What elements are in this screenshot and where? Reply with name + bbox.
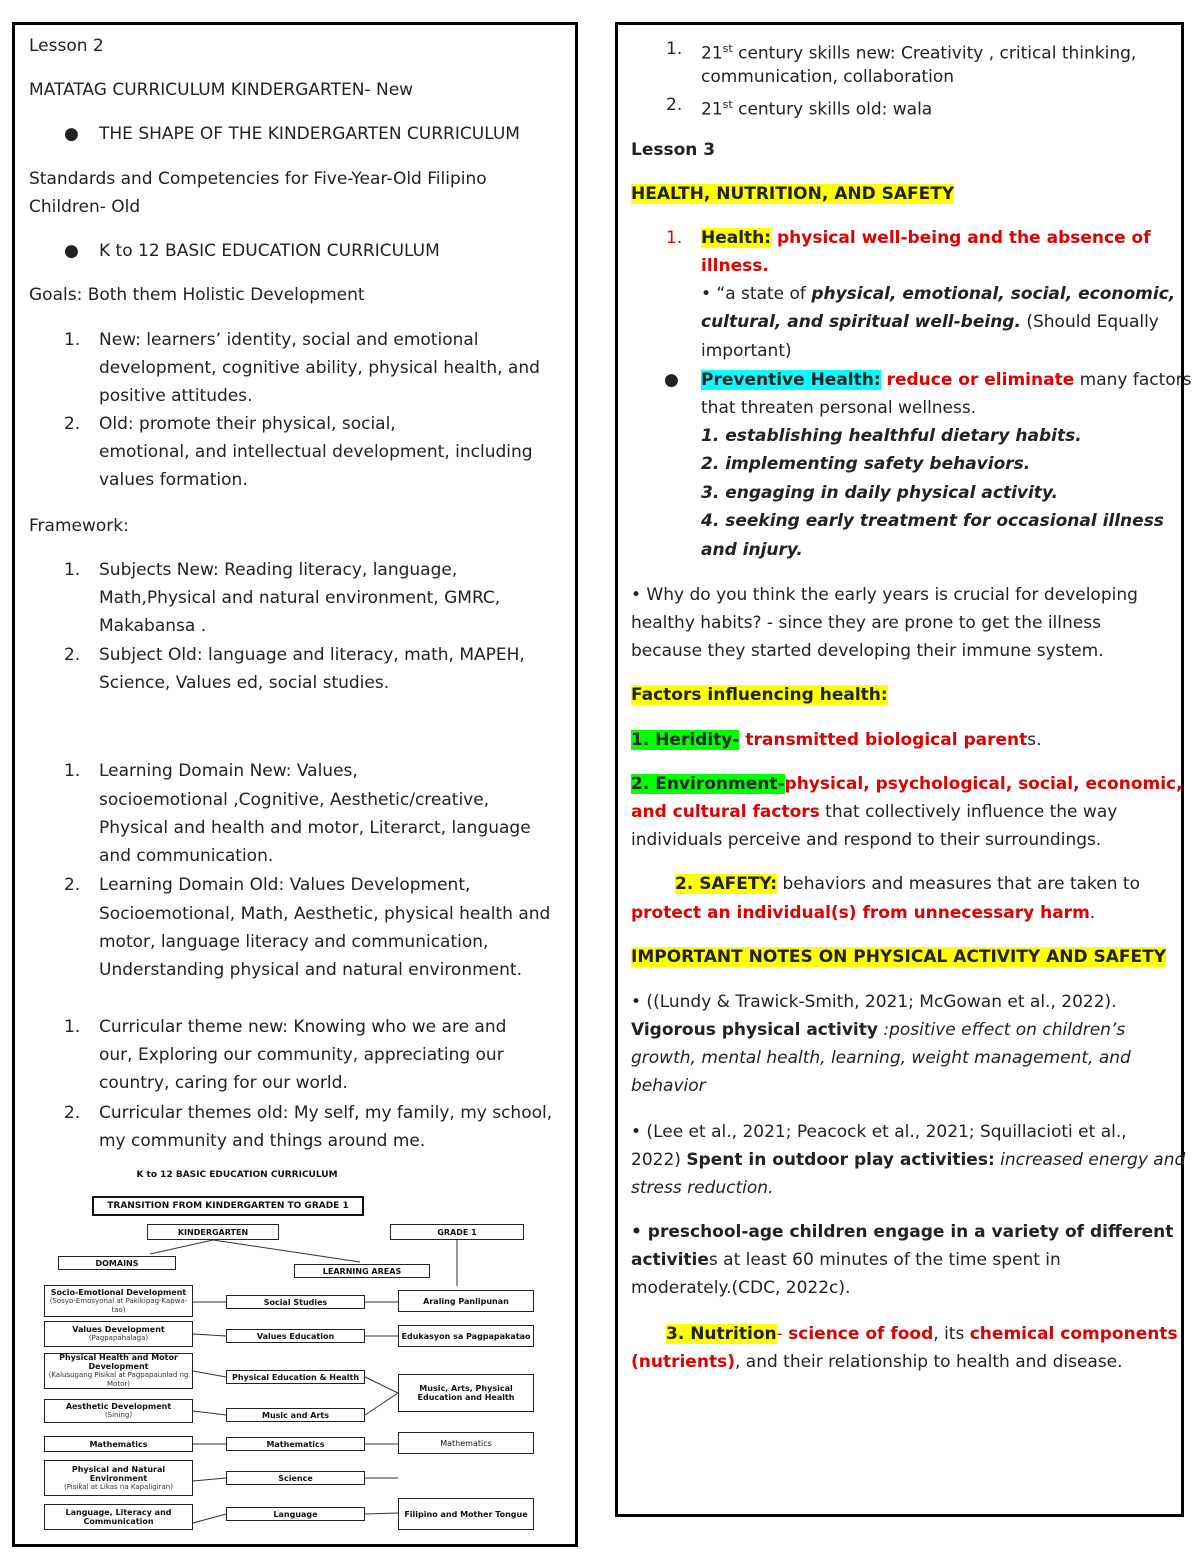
skills-old: 21st century skills old: wala — [701, 98, 933, 120]
domain-old-l3: motor, language literacy and communication, — [99, 932, 489, 952]
environment-l1: 2. Environment-physical, psychological, social, economic, — [631, 774, 1183, 794]
list-number: 1. — [64, 761, 81, 781]
list-number: 2. — [64, 1103, 81, 1123]
habit-4: 4. seeking early treatment for occasional illness — [701, 511, 1164, 531]
area-pe-health: Physical Education & Health — [226, 1370, 365, 1384]
domain-mathematics: Mathematics — [44, 1436, 193, 1452]
bullet-icon: ● — [64, 124, 79, 144]
domain-old-l2: Socioemotional, Math, Aesthetic, physical health and — [99, 904, 551, 924]
curriculum-diagram — [30, 1168, 550, 1540]
goal-new-l2: development, cognitive ability, physical health, and — [99, 358, 540, 378]
k12-bullet: K to 12 BASIC EDUCATION CURRICULUM — [99, 241, 440, 261]
safety-l2: protect an individual(s) from unnecessary harm. — [631, 903, 1096, 923]
habit-1: 1. establishing healthful dietary habits. — [701, 426, 1082, 446]
grade-filipino: Filipino and Mother Tongue — [398, 1498, 534, 1530]
habit-3: 3. engaging in daily physical activity. — [701, 483, 1058, 503]
goal-new-l1: New: learners’ identity, social and emotional — [99, 330, 479, 350]
domain-physical-health: Physical Health and Motor Development (Kalusugang Pisikal at Pagpapaunlad ng Motor) — [44, 1353, 193, 1389]
theme-old-l1: Curricular themes old: My self, my family, my school, — [99, 1103, 553, 1123]
health-definition: Health: physical well-being and the absence of — [701, 228, 1151, 248]
grade-esp: Edukasyon sa Pagpapakatao — [398, 1325, 534, 1347]
grade-mathematics: Mathematics — [398, 1432, 534, 1454]
note2-l1: • (Lee et al., 2021; Peacock et al., 2021; Squillacioti et al., — [631, 1122, 1127, 1142]
domain-new-l1: Learning Domain New: Values, — [99, 761, 358, 781]
health-state-l3: important) — [701, 341, 792, 361]
health-state-l1: • “a state of physical, emotional, social, economic, — [701, 284, 1176, 304]
shape-bullet: THE SHAPE OF THE KINDERGARTEN CURRICULUM — [99, 124, 520, 144]
health-definition-l2: illness. — [701, 256, 769, 276]
hns-heading: HEALTH, NUTRITION, AND SAFETY — [631, 184, 955, 204]
list-number: 1. — [666, 39, 683, 59]
domain-new-l2: socioemotional ,Cognitive, Aesthetic/creative, — [99, 790, 490, 810]
preventive-health-l2: that threaten personal wellness. — [701, 398, 977, 418]
domain-language: Language, Literacy and Communication — [44, 1504, 193, 1530]
area-values-education: Values Education — [226, 1329, 365, 1343]
area-music-arts: Music and Arts — [226, 1408, 365, 1422]
domain-values: Values Development (Pagpapahalaga) — [44, 1321, 193, 1347]
subjects-new-l3: Makabansa . — [99, 616, 207, 636]
list-number: 2. — [64, 414, 81, 434]
list-number: 1. — [666, 228, 683, 248]
why-l1: • Why do you think the early years is crucial for developing — [631, 585, 1138, 605]
framework-heading: Framework: — [29, 516, 129, 536]
skills-new-l2: communication, collaboration — [701, 67, 955, 87]
environment-l2: and cultural factors that collectively influence the way — [631, 802, 1118, 822]
domain-old-l4: Understanding physical and natural environment. — [99, 960, 522, 980]
theme-new-l2: our, Exploring our community, appreciating our — [99, 1045, 504, 1065]
subjects-new-l2: Math,Physical and natural environment, GMRC, — [99, 588, 501, 608]
list-number: 1. — [64, 1017, 81, 1037]
note3-l3: moderately.(CDC, 2022c). — [631, 1278, 851, 1298]
goal-old-l1: Old: promote their physical, social, — [99, 414, 396, 434]
note1-l1: • ((Lundy & Trawick-Smith, 2021; McGowan et al., 2022). — [631, 992, 1117, 1012]
grade1-box: GRADE 1 — [390, 1224, 524, 1240]
note2-l3: stress reduction. — [631, 1178, 774, 1198]
heredity-line: 1. Heridity- transmitted biological parents. — [631, 730, 1042, 750]
theme-old-l2: my community and things around me. — [99, 1131, 426, 1151]
domains-box: DOMAINS — [58, 1256, 176, 1270]
subjects-new-l1: Subjects New: Reading literacy, language, — [99, 560, 458, 580]
list-number: 2. — [64, 875, 81, 895]
domain-socio-emotional: Socio-Emotional Development (Sosyo-Emosyonal at Pakikipag-Kapwa-tao) — [44, 1285, 193, 1317]
note3-l2: activities at least 60 minutes of the time spent in — [631, 1250, 1061, 1270]
standards-line1: Standards and Competencies for Five-Year-Old Filipino — [29, 169, 487, 189]
habit-2: 2. implementing safety behaviors. — [701, 454, 1031, 474]
transition-title: TRANSITION FROM KINDERGARTEN TO GRADE 1 — [92, 1196, 364, 1216]
subjects-old-l1: Subject Old: language and literacy, math, MAPEH, — [99, 645, 525, 665]
grade-mapeh: Music, Arts, Physical Education and Health — [398, 1374, 534, 1412]
skills-new-l1: 21st century skills new: Creativity , critical thinking, — [701, 42, 1137, 64]
note1-l4: behavior — [631, 1076, 706, 1096]
domain-new-l3: Physical and health and motor, Literarct, language — [99, 818, 531, 838]
diagram-heading: K to 12 BASIC EDUCATION CURRICULUM — [122, 1168, 352, 1182]
bullet-icon: ● — [64, 241, 79, 261]
why-l2: healthy habits? - since they are prone to get the illness — [631, 613, 1101, 633]
domain-physical-natural: Physical and Natural Environment (Pisikal at Likas na Kapaligiran) — [44, 1460, 193, 1496]
area-social-studies: Social Studies — [226, 1295, 365, 1309]
domain-new-l4: and communication. — [99, 846, 274, 866]
list-number: 2. — [666, 95, 683, 115]
note1-l3: growth, mental health, learning, weight management, and — [631, 1048, 1131, 1068]
area-science: Science — [226, 1471, 365, 1485]
factors-heading: Factors influencing health: — [631, 685, 888, 705]
nutrition-l1: 3. Nutrition- science of food, its chemical components — [666, 1324, 1178, 1344]
health-state-l2: cultural, and spiritual well-being. (Should Equally — [701, 312, 1159, 332]
kindergarten-box: KINDERGARTEN — [147, 1224, 279, 1240]
goals-line: Goals: Both them Holistic Development — [29, 285, 365, 305]
goal-old-l3: values formation. — [99, 470, 248, 490]
area-mathematics: Mathematics — [226, 1437, 365, 1451]
grade-araling-panlipunan: Araling Panlipunan — [398, 1290, 534, 1312]
theme-new-l3: country, caring for our world. — [99, 1073, 348, 1093]
why-l3: because they started developing their immune system. — [631, 641, 1104, 661]
note3-l1: • preschool-age children engage in a variety of different — [631, 1222, 1174, 1242]
notes-heading: IMPORTANT NOTES ON PHYSICAL ACTIVITY AND SAFETY — [631, 947, 1167, 967]
area-language: Language — [226, 1507, 365, 1521]
learning-areas-box: LEARNING AREAS — [294, 1264, 430, 1278]
safety-l1: 2. SAFETY: behaviors and measures that are taken to — [675, 874, 1140, 894]
lesson-2-heading: Lesson 2 — [29, 36, 104, 56]
preventive-health: Preventive Health: reduce or eliminate many factors — [701, 370, 1192, 390]
habit-4-l2: and injury. — [701, 540, 803, 560]
goal-new-l3: positive attitudes. — [99, 386, 253, 406]
note1-l2: Vigorous physical activity :positive effect on children’s — [631, 1020, 1126, 1040]
note2-l2: 2022) Spent in outdoor play activities: increased energy and — [631, 1150, 1186, 1170]
domain-aesthetic: Aesthetic Development (Sining) — [44, 1399, 193, 1423]
goal-old-l2: emotional, and intellectual development, including — [99, 442, 533, 462]
nutrition-l2: (nutrients), and their relationship to health and disease. — [631, 1352, 1123, 1372]
standards-line2: Children- Old — [29, 197, 141, 217]
subjects-old-l2: Science, Values ed, social studies. — [99, 673, 390, 693]
list-number: 1. — [64, 560, 81, 580]
matatag-title: MATATAG CURRICULUM KINDERGARTEN- New — [29, 80, 414, 100]
list-number: 2. — [64, 645, 81, 665]
bullet-icon: ● — [664, 370, 679, 390]
environment-l3: individuals perceive and respond to their surroundings. — [631, 830, 1102, 850]
theme-new-l1: Curricular theme new: Knowing who we are and — [99, 1017, 507, 1037]
lesson-3-heading: Lesson 3 — [631, 140, 716, 160]
domain-old-l1: Learning Domain Old: Values Development, — [99, 875, 471, 895]
list-number: 1. — [64, 330, 81, 350]
